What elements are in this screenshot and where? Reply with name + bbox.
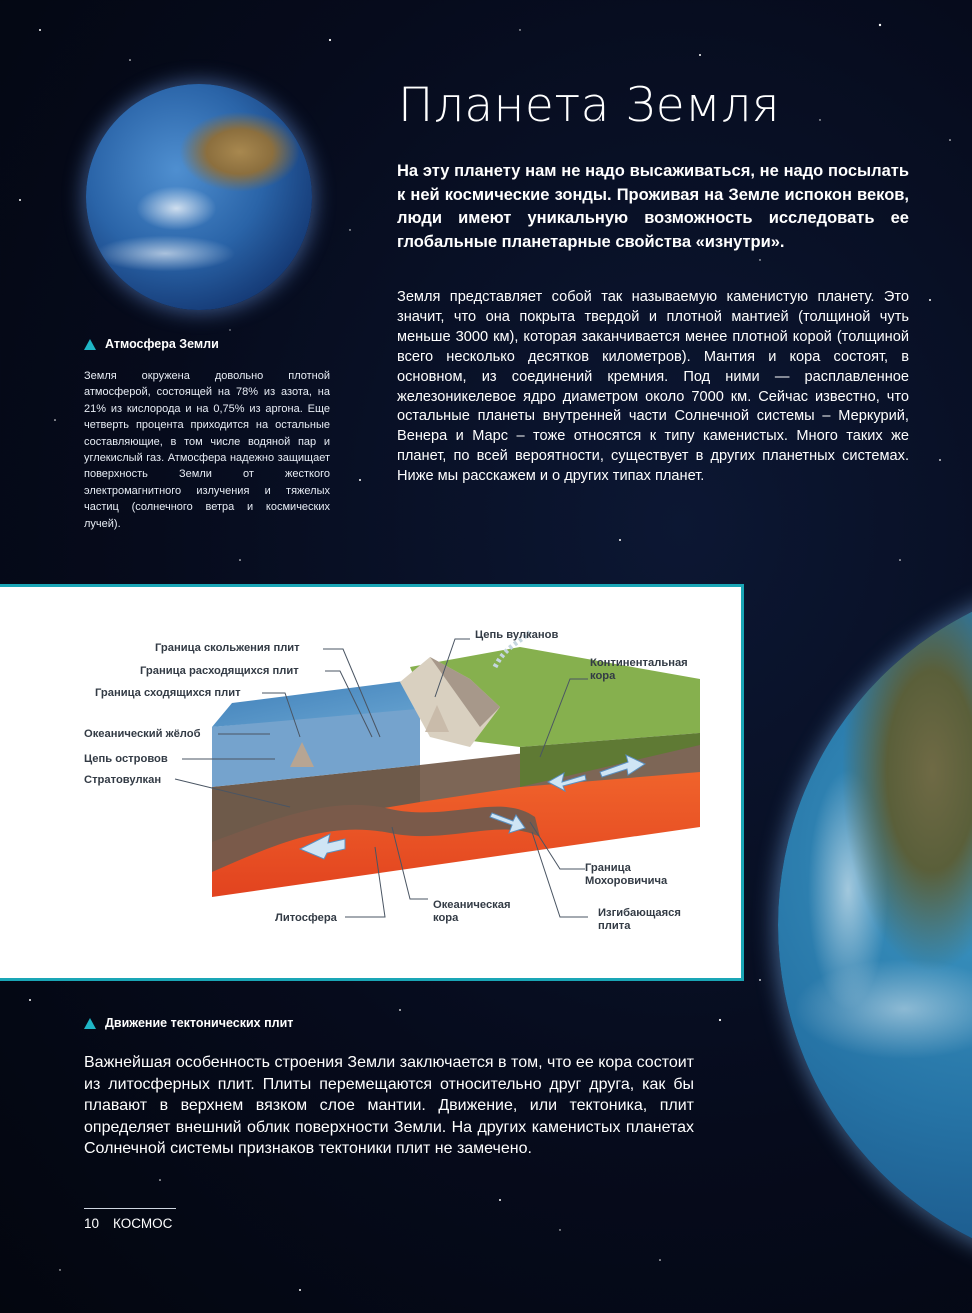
section-name: КОСМОС [113,1216,173,1231]
label-moho: Граница Мохоровичича [585,862,668,887]
tectonics-heading-text: Движение тектонических плит [105,1016,294,1030]
tectonics-paragraph: Важнейшая особенность строения Земли заключается в том, что ее кора состоит из литосферных плит. Плиты перемещаются относительно друг друга, как бы плавают в верхнем вязком слое мантии. Движение, или тектоника, плит определяет внешний облик поверхности Земли. На других каменистых планетах Солнечной системы признаков тектоники плит не замечено. [84,1054,694,1158]
footer-rule [84,1208,176,1209]
lead-paragraph: На эту планету нам не надо высаживаться, не надо посылать к ней космические зонды. Проживая на Земле испокон веков, люди имеют уникальную возможность исследовать ее глобальные планетарные свойства «изнутри». [397,162,909,251]
atmosphere-heading [84,337,219,351]
tectonics-diagram [0,584,744,981]
triangle-bullet-icon [84,339,96,350]
triangle-bullet-icon [84,1018,96,1029]
label-convergent-boundary: Граница сходящихся плит [95,687,241,699]
label-lithosphere: Литосфера [275,912,337,924]
label-trench: Океанический жёлоб [84,728,201,740]
page-number: 10 [84,1216,100,1231]
label-volcano-chain: Цепь вулканов [475,629,559,641]
label-divergent-boundary: Граница расходящихся плит [140,665,299,677]
label-continental-crust: Континентальная кора [590,657,688,682]
label-bending-plate: Изгибающаяся плита [598,907,681,932]
page-title: Планета Земля [398,78,780,133]
label-island-arc: Цепь островов [84,753,168,765]
label-slide-boundary: Граница скольжения плит [155,642,300,654]
page-footer [84,1216,172,1231]
label-stratovolcano: Стратовулкан [84,774,162,786]
tectonics-heading [84,1016,293,1030]
earth-photo-small [86,84,312,310]
label-oceanic-crust: Океаническая кора [433,899,511,924]
atmosphere-heading-text: Атмосфера Земли [105,337,219,351]
atmosphere-caption: Земля окружена довольно плотной атмосферой, состоящей на 78% из азота, на 21% из кислорода и на 0,75% из аргона. Еще четверть процента приходится на остальные составляющие, в том числе водяной пар и углекислый газ. Атмосфера надежно защищает поверхность Земли от жесткого электромагнитного излучения и тяжелых частиц (солнечного ветра и космических лучей). [84,370,330,530]
body-paragraph: Земля представляет собой так называемую каменистую планету. Это значит, что она покрыта твердой и плотной мантией (толщиной чуть меньше 3000 км), которая заканчивается менее плотной корой (толщиной всего несколько десятков километров). Мантия и кора состоят, в основном, из соединений кремния. Под ними — расплавленное железоникелевое ядро диаметром около 7000 км. Сейчас известно, что остальные планеты внутренней части Солнечной системы – Меркурий, Венера и Марс – тоже относятся к типу каменистых. Много таких же планет, по всей вероятности, существует в других планетных системах. Ниже мы расскажем и о других типах планет. [397,289,909,485]
